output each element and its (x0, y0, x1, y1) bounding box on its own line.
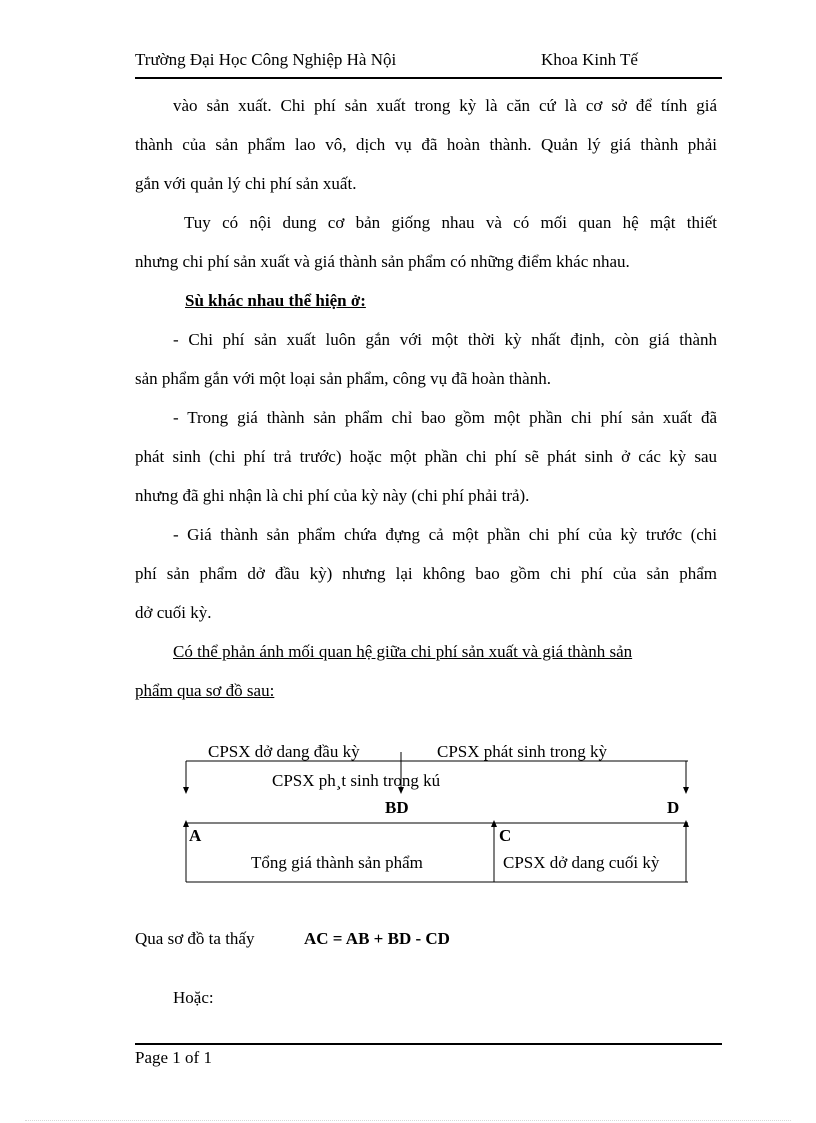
page-number: Page 1 of 1 (135, 1048, 212, 1067)
text-line: gắn với quản lý chi phí sản xuất. (135, 174, 357, 193)
page-edge (25, 1120, 791, 1121)
text-line: - Giá thành sản phẩm chứa đựng cả một phần chi phí của kỳ trước (chi (173, 525, 717, 544)
point-a: A (189, 826, 202, 845)
arrowhead (183, 787, 189, 794)
text-line: vào sản xuất. Chi phí sản xuất trong kỳ là căn cứ là cơ sở để tính giá (173, 96, 717, 115)
footer-divider (135, 1043, 722, 1045)
text-line: phí sản phẩm dở đầu kỳ) nhưng lại không bao gồm chi phí của sản phẩm (135, 564, 717, 583)
label-incurred-alt: CPSX ph¸t sinh trong kú (272, 771, 441, 790)
header-faculty: Khoa Kinh Tế (541, 50, 638, 69)
text-line: Có thể phản ánh mối quan hệ giữa chi phí sản xuất và giá thành sản (173, 642, 633, 661)
text-line: Tuy có nội dung cơ bản giống nhau và có mối quan hệ mật thiết (184, 213, 717, 232)
text-line: sản phẩm gắn với một loại sản phẩm, công vụ đã hoàn thành. (135, 369, 551, 388)
text-line: thành của sản phẩm lao vô, dịch vụ đã hoàn thành. Quản lý giá thành phải (135, 135, 717, 154)
label-total-cost: Tổng giá thành sản phẩm (251, 853, 423, 872)
section-heading: Sù khác nhau thể hiện ở: (185, 291, 366, 310)
arrowhead (683, 787, 689, 794)
point-d: D (667, 798, 680, 817)
header-school: Trường Đại Học Công Nghiệp Hà Nội (135, 50, 397, 69)
cost-diagram (175, 734, 705, 894)
text-line: phẩm qua sơ đồ sau: (135, 681, 275, 700)
label-incurred: CPSX phát sinh trong kỳ (437, 742, 608, 761)
text-line: dở cuối kỳ. (135, 603, 212, 622)
formula-expression: AC = AB + BD - CD (304, 929, 450, 948)
text-line: nhưng đã ghi nhận là chi phí của kỳ này (chi phí phải trả). (135, 486, 530, 505)
text-line: - Trong giá thành sản phẩm chỉ bao gồm một phần chi phí sản xuất đã (173, 408, 717, 427)
text-line: - Chi phí sản xuất luôn gắn với một thời kỳ nhất định, còn giá thành (173, 330, 717, 349)
text-line: nhưng chi phí sản xuất và giá thành sản phẩm có những điểm khác nhau. (135, 252, 630, 271)
label-begin-wip: CPSX dở dang đầu kỳ (208, 742, 360, 761)
label-end-wip: CPSX dở dang cuối kỳ (503, 853, 660, 872)
header-divider (135, 77, 722, 79)
point-c: C (499, 826, 512, 845)
or-text: Hoặc: (173, 988, 214, 1007)
formula-intro: Qua sơ đồ ta thấy (135, 929, 255, 948)
point-bd: BD (385, 798, 409, 817)
text-line: phát sinh (chi phí trả trước) hoặc một phần chi phí sẽ phát sinh ở các kỳ sau (135, 447, 717, 466)
